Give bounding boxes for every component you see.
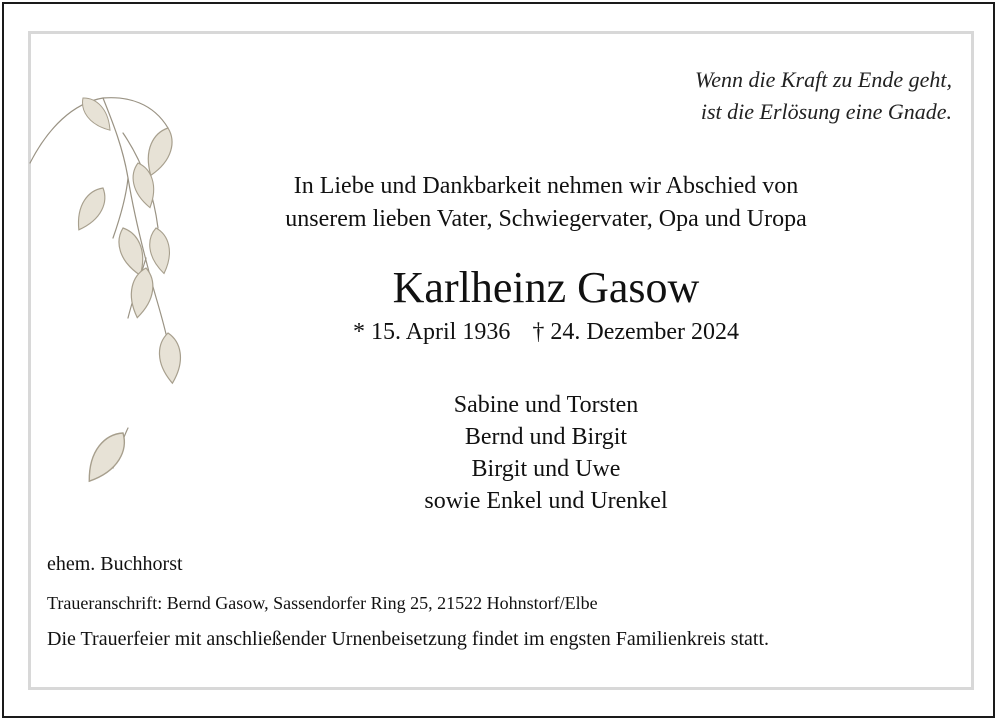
motto (532, 64, 952, 128)
family-member: sowie Enkel und Urenkel (424, 488, 668, 514)
life-dates (240, 315, 852, 349)
mourning-address: Traueranschrift: Bernd Gasow, Sassendorfer Ring 25, 21522 Hohnstorf/Elbe (47, 593, 598, 613)
origin-place: ehem. Buchhorst (47, 553, 183, 575)
birth-date: * 15. April 1936 (353, 319, 511, 345)
birch-leaves-icon (28, 88, 218, 508)
family-member: Birgit und Uwe (471, 456, 621, 482)
intro-line-1: In Liebe und Dankbarkeit nehmen wir Abschied von (293, 173, 799, 199)
motto-line-2: ist die Erlösung eine Gnade. (700, 99, 952, 124)
family-member: Bernd und Birgit (464, 424, 628, 450)
family-member: Sabine und Torsten (453, 392, 639, 418)
intro-text (240, 170, 852, 236)
intro-line-2: unserem lieben Vater, Schwiegervater, Opa und Uropa (285, 206, 807, 232)
motto-line-1: Wenn die Kraft zu Ende geht, (694, 67, 952, 92)
family-list (240, 389, 852, 517)
ceremony-note: Die Trauerfeier mit anschließender Urnenbeisetzung findet im engsten Familienkreis statt. (47, 628, 770, 650)
deceased-name: Karlheinz Gasow (392, 263, 700, 312)
death-date: † 24. Dezember 2024 (532, 319, 739, 345)
